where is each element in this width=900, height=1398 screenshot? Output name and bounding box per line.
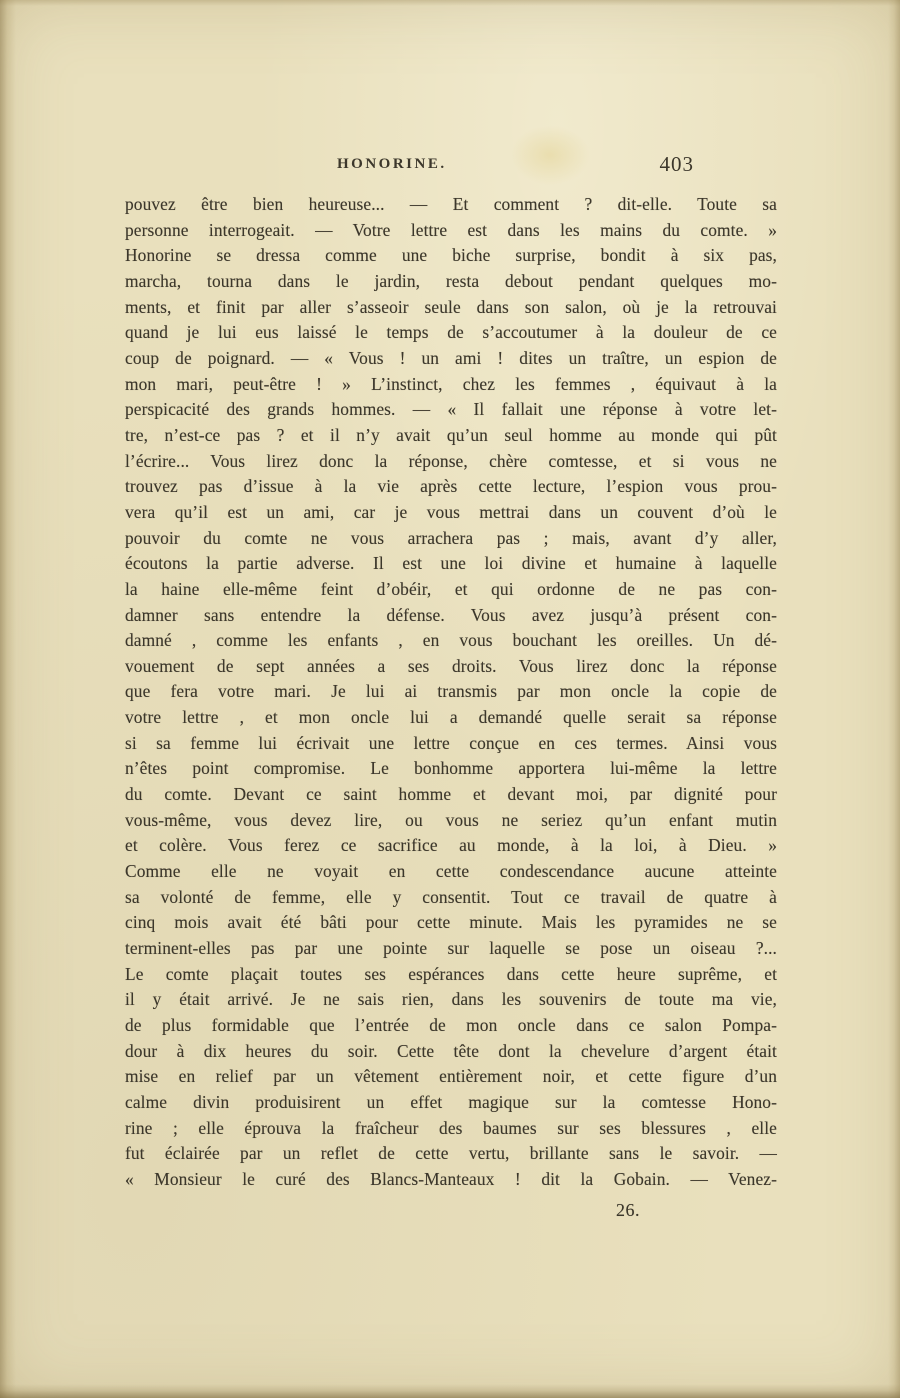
running-head-title: HONORINE.	[337, 156, 447, 172]
text-line: et colère. Vous ferez ce sacrifice au monde, à la loi, à Dieu. »	[125, 835, 777, 856]
text-line: votre lettre , et mon oncle lui a demandé quelle serait sa réponse	[125, 707, 777, 728]
text-line: n’êtes point compromise. Le bonhomme apportera lui-même la lettre	[125, 758, 777, 779]
page-edge-top	[0, 0, 900, 6]
text-line: perspicacité des grands hommes. — « Il fallait une réponse à votre let-	[125, 399, 777, 420]
text-line: damner sans entendre la défense. Vous avez jusqu’à présent con-	[125, 604, 777, 625]
text-line: ments, et finit par aller s’asseoir seule dans son salon, où je la retrouvai	[125, 296, 777, 317]
page-edge-bottom	[0, 1384, 900, 1398]
text-line: il y était arrivé. Je ne sais rien, dans les souvenirs de toute ma vie,	[125, 989, 777, 1010]
text-line: écoutons la partie adverse. Il est une loi divine et humaine à laquelle	[125, 553, 777, 574]
text-line: la haine elle-même feint d’obéir, et qui ordonne de ne pas con-	[125, 578, 777, 599]
body-text-block	[125, 192, 777, 1193]
text-line: Honorine se dressa comme une biche surprise, bondit à six pas,	[125, 245, 777, 266]
text-line: du comte. Devant ce saint homme et devant moi, par dignité pour	[125, 784, 777, 805]
text-line: vouement de sept années a ses droits. Vous lirez donc la réponse	[125, 655, 777, 676]
text-line: Comme elle ne voyait en cette condescendance aucune atteinte	[125, 861, 777, 882]
text-line: que fera votre mari. Je lui ai transmis par mon oncle la copie de	[125, 681, 777, 702]
text-line: tre, n’est-ce pas ? et il n’y avait qu’un seul homme au monde qui pût	[125, 424, 777, 445]
text-line: quand je lui eus laissé le temps de s’accoutumer à la douleur de ce	[125, 322, 777, 343]
text-line: Le comte plaçait toutes ses espérances dans cette heure suprême, et	[125, 963, 777, 984]
page-number: 403	[659, 152, 694, 176]
text-line: damné , comme les enfants , en vous bouchant les oreilles. Un dé-	[125, 630, 777, 651]
text-line: sa volonté de femme, elle y consentit. Tout ce travail de quatre à	[125, 886, 777, 907]
text-line: personne interrogeait. — Votre lettre est dans les mains du comte. »	[125, 219, 777, 240]
page-edge-left	[0, 0, 16, 1398]
text-line: mon mari, peut-être ! » L’instinct, chez les femmes , équivaut à la	[125, 373, 777, 394]
text-line: si sa femme lui écrivait une lettre conçue en ces termes. Ainsi vous	[125, 732, 777, 753]
text-line: terminent-elles pas par une pointe sur laquelle se pose un oiseau ?...	[125, 938, 777, 959]
text-line: rine ; elle éprouva la fraîcheur des baumes sur ses blessures , elle	[125, 1117, 777, 1138]
text-line: coup de poignard. — « Vous ! un ami ! dites un traître, un espion de	[125, 347, 777, 368]
signature-mark: 26.	[616, 1200, 640, 1220]
text-line: vous-même, vous devez lire, ou vous ne seriez qu’un enfant mutin	[125, 809, 777, 830]
text-line: marcha, tourna dans le jardin, resta debout pendant quelques mo-	[125, 270, 777, 291]
text-line: pouvez être bien heureuse... — Et comment ? dit-elle. Toute sa	[125, 194, 777, 214]
text-line: fut éclairée par un reflet de cette vertu, brillante sans le savoir. —	[125, 1143, 777, 1164]
text-line: trouvez pas d’issue à la vie après cette lecture, l’espion vous prou-	[125, 476, 777, 497]
text-line: dour à dix heures du soir. Cette tête dont la chevelure d’argent était	[125, 1040, 777, 1061]
running-head	[125, 152, 777, 180]
text-line: calme divin produisirent un effet magique sur la comtesse Hono-	[125, 1091, 777, 1112]
text-line: « Monsieur le curé des Blancs-Manteaux ! dit la Gobain. — Venez-	[125, 1168, 777, 1189]
text-line: cinq mois avait été bâti pour cette minute. Mais les pyramides ne se	[125, 912, 777, 933]
text-line: mise en relief par un vêtement entièrement noir, et cette figure d’un	[125, 1066, 777, 1087]
text-line: de plus formidable que l’entrée de mon oncle dans ce salon Pompa-	[125, 1015, 777, 1035]
text-line: vera qu’il est un ami, car je vous mettrai dans un couvent d’où le	[125, 501, 777, 522]
text-line: l’écrire... Vous lirez donc la réponse, chère comtesse, et si vous ne	[125, 450, 777, 471]
page-edge-right	[888, 0, 900, 1398]
text-line: pouvoir du comte ne vous arrachera pas ; mais, avant d’y aller,	[125, 527, 777, 548]
